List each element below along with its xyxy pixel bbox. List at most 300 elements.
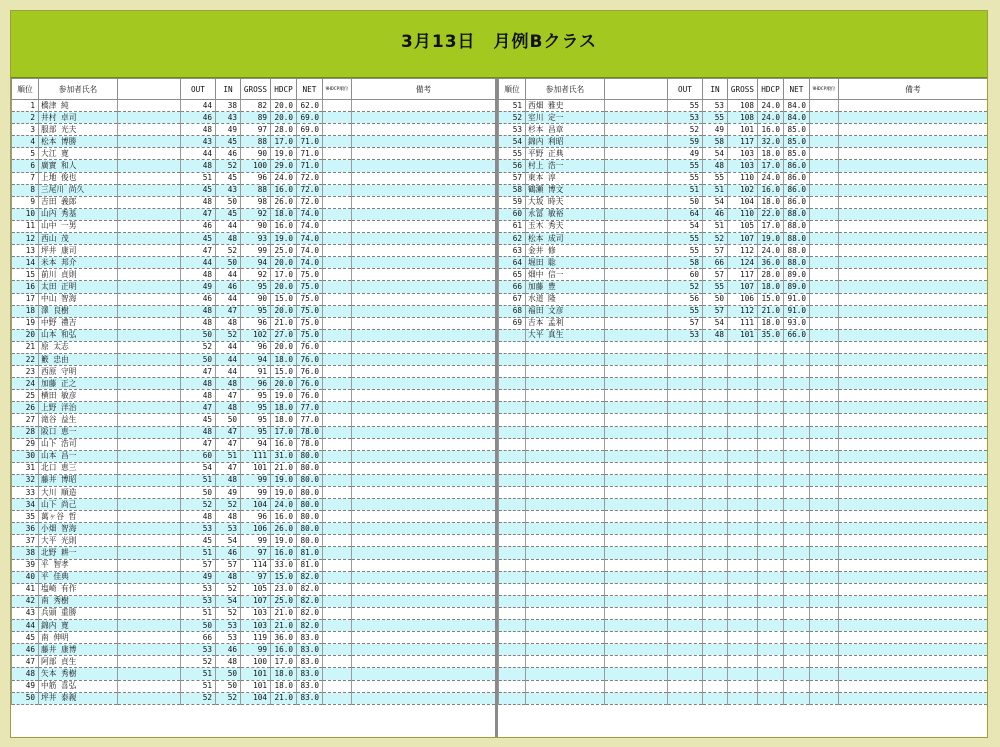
cell-blank (118, 402, 181, 414)
cell-gross: 106 (728, 293, 758, 305)
cell-name (526, 547, 605, 559)
header-blank (605, 79, 668, 100)
cell-out (668, 462, 703, 474)
cell-in: 54 (216, 535, 241, 547)
cell-out (668, 535, 703, 547)
cell-hdcp: 25.0 (271, 245, 297, 257)
cell-in: 53 (216, 620, 241, 632)
cell-gross (728, 402, 758, 414)
cell-gross: 99 (241, 487, 271, 499)
cell-gross: 89 (241, 112, 271, 124)
table-row (12, 583, 496, 595)
table-row (12, 208, 496, 220)
cell-small (810, 426, 839, 438)
header-row (499, 79, 988, 100)
cell-hdcp: 36.0 (758, 257, 784, 269)
table-row (499, 341, 988, 353)
cell-name: 山中 一男 (39, 220, 118, 232)
cell-in (703, 511, 728, 523)
cell-out (668, 487, 703, 499)
cell-blank (118, 196, 181, 208)
cell-name: 藤井 博昭 (39, 474, 118, 486)
cell-hdcp: 18.0 (271, 208, 297, 220)
cell-out: 48 (181, 511, 216, 523)
cell-net: 85.0 (784, 124, 810, 136)
cell-blank (605, 583, 668, 595)
cell-remark (839, 535, 988, 547)
cell-rank: 15 (12, 269, 39, 281)
cell-out: 55 (668, 245, 703, 257)
cell-name (526, 390, 605, 402)
cell-in: 44 (216, 353, 241, 365)
cell-name: 橋津 純 (39, 100, 118, 112)
cell-blank (605, 559, 668, 571)
cell-name: 松本 成司 (526, 233, 605, 245)
cell-rank (499, 644, 526, 656)
cell-rank: 67 (499, 293, 526, 305)
cell-in (703, 692, 728, 704)
cell-hdcp: 29.0 (271, 160, 297, 172)
cell-hdcp: 18.0 (758, 148, 784, 160)
cell-in: 55 (703, 112, 728, 124)
cell-name (526, 511, 605, 523)
cell-in: 55 (703, 281, 728, 293)
cell-name: 杉本 昌章 (526, 124, 605, 136)
cell-rank: 59 (499, 196, 526, 208)
cell-remark (352, 341, 496, 353)
cell-blank (605, 390, 668, 402)
cell-net: 81.0 (297, 559, 323, 571)
cell-out: 60 (668, 269, 703, 281)
cell-net: 85.0 (784, 148, 810, 160)
cell-blank (605, 233, 668, 245)
cell-gross: 105 (728, 220, 758, 232)
cell-remark (839, 559, 988, 571)
table-row (12, 607, 496, 619)
table-row (12, 571, 496, 583)
cell-remark (352, 692, 496, 704)
cell-blank (118, 474, 181, 486)
cell-net: 76.0 (297, 390, 323, 402)
cell-net: 74.0 (297, 220, 323, 232)
cell-rank: 8 (12, 184, 39, 196)
cell-in: 52 (216, 583, 241, 595)
cell-out: 51 (668, 184, 703, 196)
cell-small (810, 559, 839, 571)
cell-out (668, 366, 703, 378)
cell-net: 80.0 (297, 511, 323, 523)
cell-small (810, 136, 839, 148)
cell-rank (499, 668, 526, 680)
cell-gross: 107 (728, 233, 758, 245)
cell-out (668, 583, 703, 595)
cell-hdcp: 21.0 (271, 620, 297, 632)
table-row (12, 281, 496, 293)
cell-small (323, 523, 352, 535)
cell-gross: 94 (241, 438, 271, 450)
cell-blank (118, 208, 181, 220)
cell-net (784, 583, 810, 595)
cell-name (526, 692, 605, 704)
table-row (12, 620, 496, 632)
cell-small (810, 172, 839, 184)
cell-in: 66 (703, 257, 728, 269)
table-row (499, 474, 988, 486)
cell-rank: 11 (12, 220, 39, 232)
cell-out: 59 (668, 136, 703, 148)
cell-small (323, 160, 352, 172)
cell-in: 49 (216, 124, 241, 136)
cell-in: 50 (216, 680, 241, 692)
cell-gross: 95 (241, 402, 271, 414)
header-in: IN (216, 79, 241, 100)
cell-name (526, 607, 605, 619)
cell-hdcp: 16.0 (271, 644, 297, 656)
cell-rank: 33 (12, 487, 39, 499)
cell-gross: 96 (241, 511, 271, 523)
cell-blank (605, 668, 668, 680)
cell-name: 金井 修 (526, 245, 605, 257)
cell-small (810, 305, 839, 317)
cell-out: 52 (181, 341, 216, 353)
cell-remark (352, 620, 496, 632)
cell-remark (352, 462, 496, 474)
cell-net (784, 535, 810, 547)
cell-out (668, 414, 703, 426)
cell-out (668, 692, 703, 704)
cell-small (810, 378, 839, 390)
cell-hdcp (758, 632, 784, 644)
cell-rank (499, 535, 526, 547)
cell-name: 藤井 康博 (39, 644, 118, 656)
cell-rank (499, 499, 526, 511)
cell-remark (839, 680, 988, 692)
cell-remark (839, 341, 988, 353)
cell-gross: 110 (728, 172, 758, 184)
cell-out: 48 (181, 426, 216, 438)
cell-small (810, 317, 839, 329)
cell-name: 吉田 義郎 (39, 196, 118, 208)
cell-net (784, 426, 810, 438)
cell-blank (605, 208, 668, 220)
cell-hdcp: 16.0 (271, 438, 297, 450)
cell-rank (499, 402, 526, 414)
cell-out: 53 (668, 112, 703, 124)
cell-gross: 101 (241, 668, 271, 680)
cell-name: 平野 正典 (526, 148, 605, 160)
cell-hdcp: 18.0 (271, 668, 297, 680)
cell-name: 東本 淳 (526, 172, 605, 184)
cell-net: 76.0 (297, 341, 323, 353)
cell-net (784, 341, 810, 353)
cell-small (323, 148, 352, 160)
cell-out: 45 (181, 414, 216, 426)
cell-remark (839, 160, 988, 172)
cell-blank (605, 511, 668, 523)
cell-in (703, 353, 728, 365)
cell-hdcp (758, 353, 784, 365)
cell-hdcp: 23.0 (271, 583, 297, 595)
cell-blank (118, 547, 181, 559)
cell-out (668, 620, 703, 632)
cell-rank: 57 (499, 172, 526, 184)
cell-blank (605, 692, 668, 704)
cell-out (668, 378, 703, 390)
cell-blank (118, 184, 181, 196)
cell-in (703, 559, 728, 571)
cell-out: 48 (181, 317, 216, 329)
cell-remark (352, 656, 496, 668)
cell-name (526, 644, 605, 656)
cell-remark (352, 366, 496, 378)
cell-blank (605, 607, 668, 619)
cell-small (323, 692, 352, 704)
cell-hdcp: 15.0 (758, 293, 784, 305)
cell-hdcp: 36.0 (271, 632, 297, 644)
cell-blank (118, 257, 181, 269)
cell-gross: 94 (241, 353, 271, 365)
cell-remark (839, 233, 988, 245)
cell-hdcp (758, 535, 784, 547)
cell-small (323, 547, 352, 559)
cell-net (784, 656, 810, 668)
cell-name (526, 583, 605, 595)
cell-net: 82.0 (297, 620, 323, 632)
cell-in: 52 (216, 245, 241, 257)
cell-gross (728, 523, 758, 535)
cell-hdcp: 15.0 (271, 293, 297, 305)
cell-in: 57 (703, 305, 728, 317)
cell-blank (605, 632, 668, 644)
cell-rank: 42 (12, 595, 39, 607)
cell-in (703, 632, 728, 644)
cell-in: 45 (216, 136, 241, 148)
cell-gross: 95 (241, 281, 271, 293)
header-net: NET (784, 79, 810, 100)
cell-gross: 99 (241, 644, 271, 656)
cell-hdcp: 32.0 (758, 136, 784, 148)
cell-gross: 95 (241, 305, 271, 317)
cell-out: 57 (181, 559, 216, 571)
cell-net: 76.0 (297, 366, 323, 378)
cell-small (810, 632, 839, 644)
cell-out (668, 607, 703, 619)
cell-small (810, 245, 839, 257)
cell-remark (352, 390, 496, 402)
cell-blank (118, 692, 181, 704)
cell-name (526, 632, 605, 644)
cell-blank (605, 644, 668, 656)
table-row (12, 487, 496, 499)
cell-rank (499, 378, 526, 390)
cell-gross: 104 (241, 692, 271, 704)
header-remark: 備考 (352, 79, 496, 100)
cell-rank: 65 (499, 269, 526, 281)
cell-remark (352, 281, 496, 293)
cell-small (323, 233, 352, 245)
cell-in: 44 (216, 220, 241, 232)
cell-name: 西畑 雅史 (526, 100, 605, 112)
cell-rank (499, 438, 526, 450)
cell-blank (605, 160, 668, 172)
cell-blank (118, 160, 181, 172)
cell-in: 52 (216, 329, 241, 341)
cell-out: 43 (181, 136, 216, 148)
table-row (12, 184, 496, 196)
cell-net: 75.0 (297, 329, 323, 341)
cell-net: 83.0 (297, 656, 323, 668)
cell-blank (118, 559, 181, 571)
cell-in: 52 (216, 160, 241, 172)
cell-gross (728, 450, 758, 462)
cell-name: 井村 卓司 (39, 112, 118, 124)
cell-hdcp (758, 402, 784, 414)
table-row (12, 547, 496, 559)
cell-rank (499, 632, 526, 644)
cell-blank (605, 136, 668, 148)
cell-name: 南 秀樹 (39, 595, 118, 607)
table-row (499, 450, 988, 462)
cell-hdcp: 21.0 (271, 317, 297, 329)
cell-out: 48 (181, 160, 216, 172)
cell-rank: 35 (12, 511, 39, 523)
cell-in: 46 (216, 148, 241, 160)
cell-net (784, 353, 810, 365)
cell-net: 78.0 (297, 438, 323, 450)
cell-name: 阪口 恵一 (39, 426, 118, 438)
cell-remark (839, 402, 988, 414)
cell-hdcp (758, 414, 784, 426)
cell-hdcp: 28.0 (271, 124, 297, 136)
cell-hdcp: 24.0 (758, 172, 784, 184)
cell-gross: 100 (241, 656, 271, 668)
cell-rank: 38 (12, 547, 39, 559)
header-gross: GROSS (241, 79, 271, 100)
cell-gross (728, 644, 758, 656)
cell-gross: 101 (241, 462, 271, 474)
cell-name: 大平 光則 (39, 535, 118, 547)
cell-remark (839, 245, 988, 257)
cell-hdcp: 20.0 (271, 281, 297, 293)
cell-net (784, 607, 810, 619)
cell-hdcp: 18.0 (758, 196, 784, 208)
cell-name: 福田 文彦 (526, 305, 605, 317)
cell-out: 53 (181, 583, 216, 595)
table-row (12, 366, 496, 378)
cell-out: 54 (668, 220, 703, 232)
cell-rank (499, 583, 526, 595)
cell-rank (499, 414, 526, 426)
cell-rank: 54 (499, 136, 526, 148)
cell-gross: 95 (241, 426, 271, 438)
cell-name (526, 462, 605, 474)
cell-blank (118, 366, 181, 378)
cell-rank (499, 511, 526, 523)
cell-net: 72.0 (297, 184, 323, 196)
cell-net (784, 499, 810, 511)
cell-rank: 61 (499, 220, 526, 232)
cell-in: 45 (216, 172, 241, 184)
cell-rank (499, 547, 526, 559)
cell-net: 75.0 (297, 293, 323, 305)
cell-small (323, 620, 352, 632)
cell-blank (118, 595, 181, 607)
cell-out (668, 390, 703, 402)
cell-in: 48 (216, 378, 241, 390)
cell-name (526, 341, 605, 353)
cell-small (810, 184, 839, 196)
cell-blank (605, 269, 668, 281)
cell-rank: 64 (499, 257, 526, 269)
cell-out: 48 (181, 305, 216, 317)
cell-gross (728, 414, 758, 426)
cell-out: 47 (181, 438, 216, 450)
table-row (499, 620, 988, 632)
table-row (12, 511, 496, 523)
cell-small (810, 692, 839, 704)
cell-in (703, 547, 728, 559)
cell-out: 46 (181, 220, 216, 232)
cell-small (323, 559, 352, 571)
cell-in: 48 (703, 329, 728, 341)
cell-in: 46 (216, 644, 241, 656)
cell-hdcp: 17.0 (271, 269, 297, 281)
cell-name: 太田 正明 (39, 281, 118, 293)
cell-blank (605, 293, 668, 305)
cell-remark (839, 353, 988, 365)
cell-net: 88.0 (784, 245, 810, 257)
cell-small (810, 414, 839, 426)
cell-gross (728, 511, 758, 523)
cell-blank (118, 305, 181, 317)
table-row (12, 341, 496, 353)
cell-hdcp (758, 607, 784, 619)
cell-gross (728, 474, 758, 486)
cell-rank: 23 (12, 366, 39, 378)
cell-small (323, 487, 352, 499)
cell-net (784, 668, 810, 680)
cell-small (323, 571, 352, 583)
cell-rank: 12 (12, 233, 39, 245)
cell-hdcp: 18.0 (271, 680, 297, 692)
table-row (499, 281, 988, 293)
cell-out: 64 (668, 208, 703, 220)
cell-gross: 108 (728, 100, 758, 112)
cell-small (810, 680, 839, 692)
cell-net (784, 692, 810, 704)
cell-net (784, 644, 810, 656)
cell-name (526, 353, 605, 365)
cell-net (784, 450, 810, 462)
cell-net: 89.0 (784, 269, 810, 281)
cell-net (784, 462, 810, 474)
cell-blank (605, 450, 668, 462)
cell-hdcp (758, 499, 784, 511)
cell-blank (118, 656, 181, 668)
cell-name: 玉木 秀夫 (526, 220, 605, 232)
table-row (499, 535, 988, 547)
cell-hdcp: 35.0 (758, 329, 784, 341)
cell-net: 82.0 (297, 607, 323, 619)
cell-small (810, 571, 839, 583)
table-row (12, 450, 496, 462)
cell-hdcp (758, 559, 784, 571)
cell-gross (728, 426, 758, 438)
cell-gross: 97 (241, 571, 271, 583)
header-rank: 順位 (12, 79, 39, 100)
cell-out: 50 (181, 353, 216, 365)
cell-remark (352, 499, 496, 511)
